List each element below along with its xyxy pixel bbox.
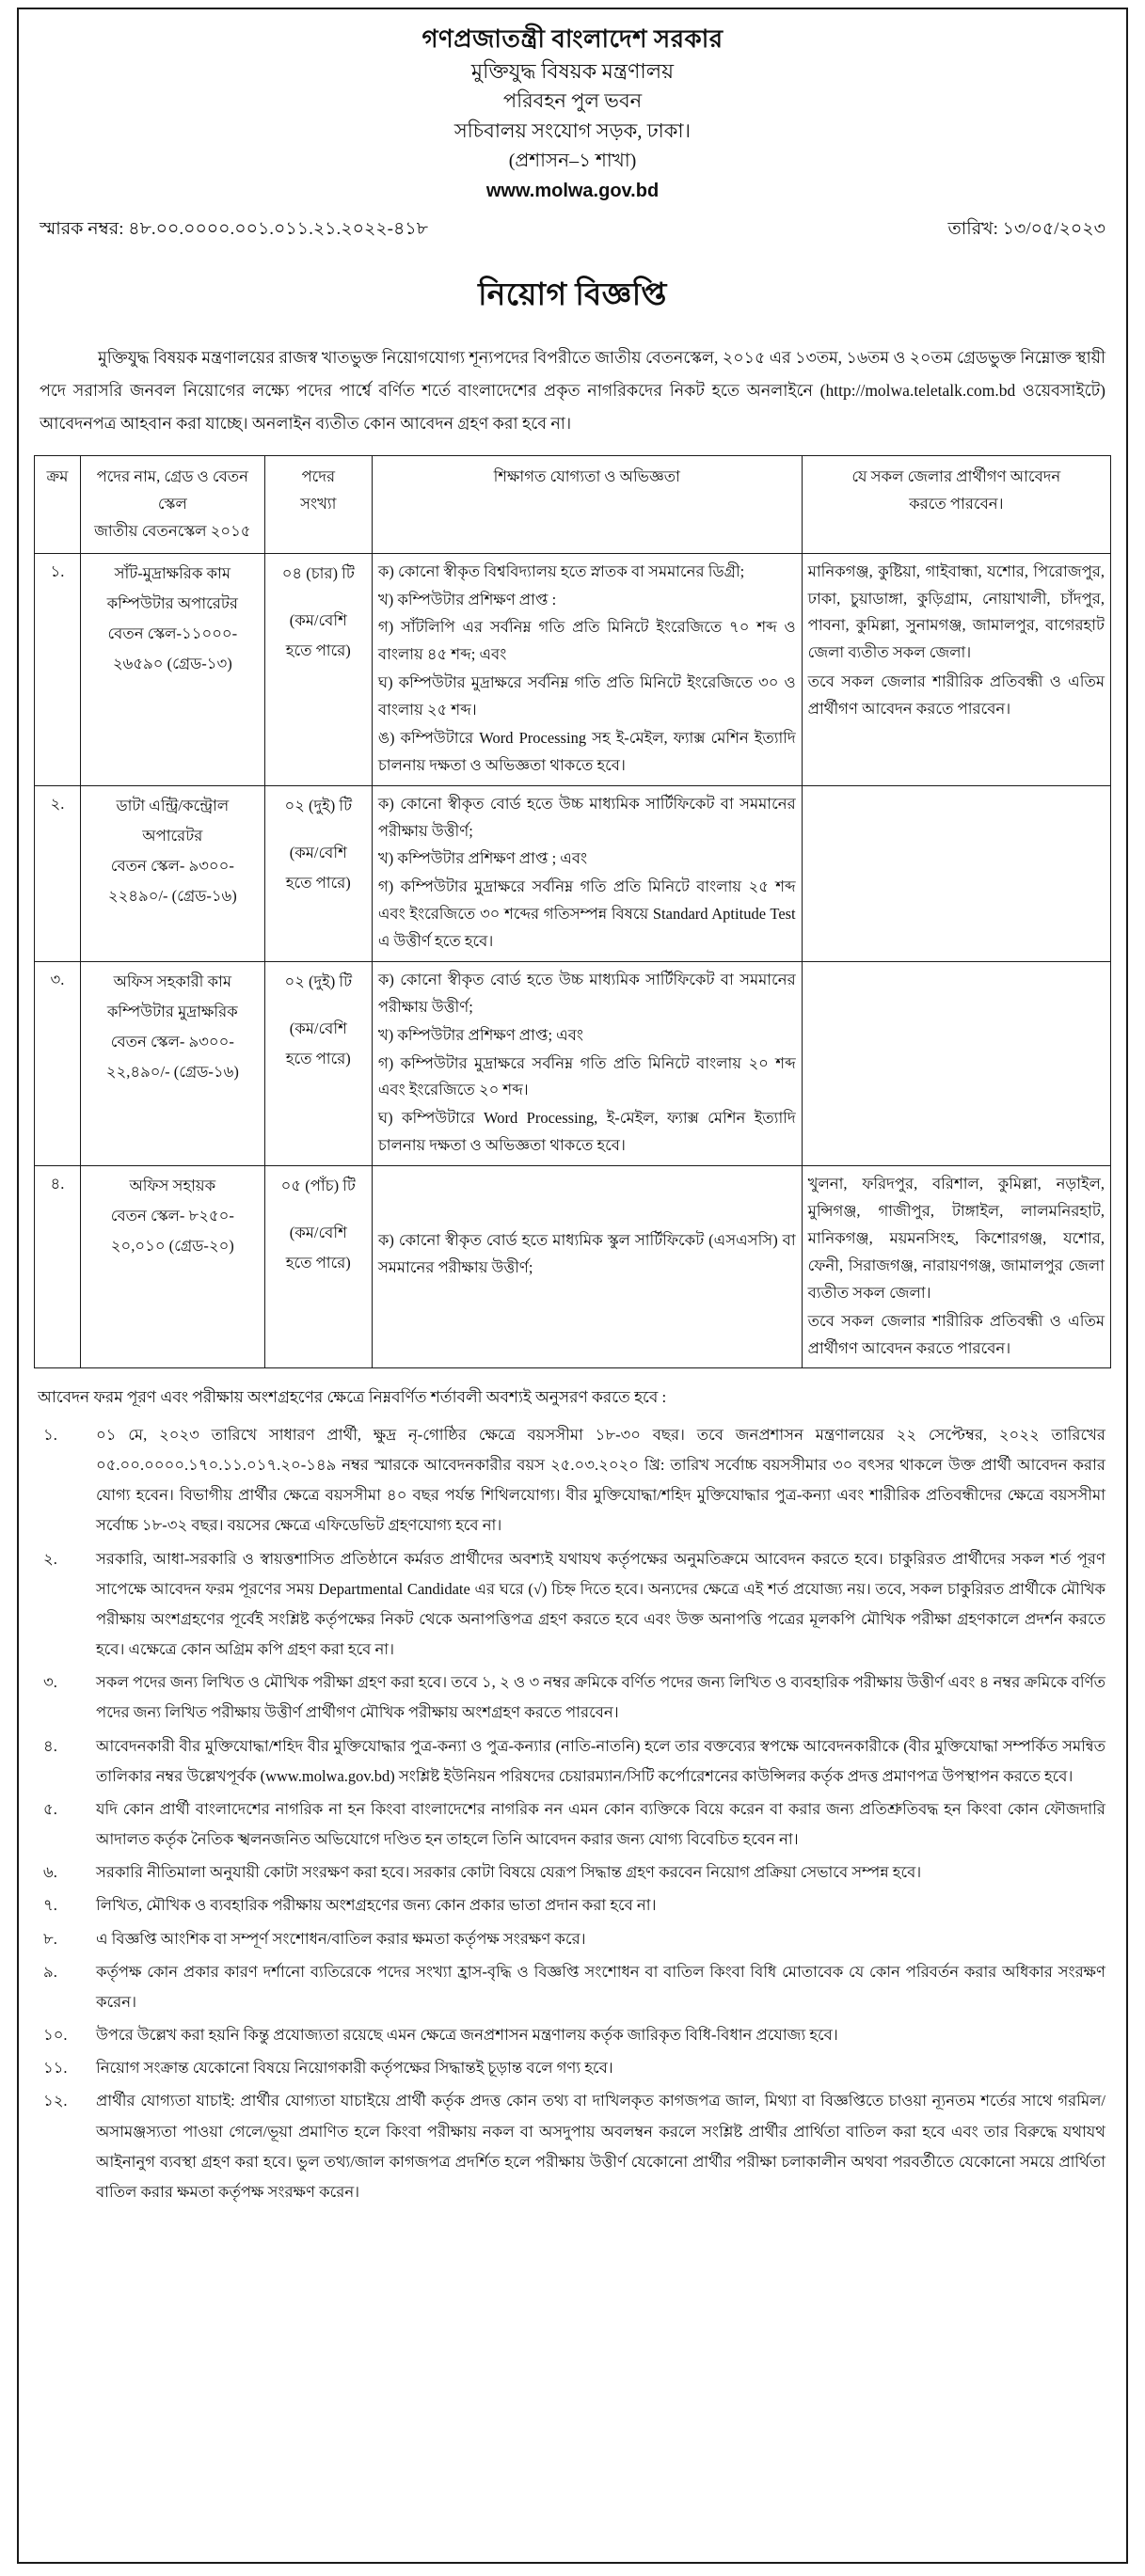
table-header-row [35,456,1111,554]
qualification-item: গ) কম্পিউটার মুদ্রাক্ষরে সর্বনিম্ন গতি প্রতি মিনিটে বাংলায় ২৫ শব্দ এবং ইংরেজিতে ৩০ শব্দের গতিসম্পন্ন বিষয়ে Standard Aptitude Test এ উত্তীর্ণ হতে হবে। [377,877,796,951]
condition-text: যদি কোন প্রার্থী বাংলাদেশের নাগরিক না হন কিংবা বাংলাদেশের নাগরিক নন এমন কোন ব্যক্তিকে বিয়ে করেন বা করার জন্য প্রতিশ্রুতিবদ্ধ হন কিংবা কোন ফৌজদারি আদালত কর্তৃক নৈতিক স্খলনজনিত অভিযোগে দণ্ডিত হন তাহলে তিনি আবেদন করার জন্য যোগ্য বিবেচিত হবেন না। [96,1799,1105,1849]
districts-note: তবে সকল জেলার শারীরিক প্রতিবন্ধী ও এতিম প্রার্থীগণ আবেদন করতে পারবেন। [807,1312,1105,1358]
qualification-item: ক) কোনো স্বীকৃত বোর্ড হতে উচ্চ মাধ্যমিক সার্টিফিকেট বা সমমানের পরীক্ষায় উত্তীর্ণ; [377,794,796,840]
address-line: সচিবালয় সংযোগ সড়ক, ঢাকা। [453,119,692,142]
condition-number: ৮. [43,1929,57,1948]
row-serial: ২. [35,785,81,961]
condition-text: সরকারি, আধা-সরকারি ও স্বায়ত্তশাসিত প্রতিষ্ঠানে কর্মরত প্রার্থীদের অবশ্যই যথাযথ কর্তৃপক্ষের অনুমতিক্রমে আবেদন করতে হবে। চাকুরিরত প্রার্থীদের সকল শর্ত পূরণ সাপেক্ষে আবেদন ফরম পূরণের সময় Departmental Candidate এর ঘরে (√) চিহ্ন দিতে হবে। অন্যদের ক্ষেত্রে এই শর্ত প্রযোজ্য নয়। তবে, সকল চাকুরিরত প্রার্থীকে মৌখিক পরীক্ষায় অংশগ্রহণের পূর্বেই সংশ্লিষ্ট কর্তৃপক্ষের নিকট থেকে অনাপত্তিপত্র গ্রহণ করতে হবে এবং উক্ত অনাপত্তি পত্রের মূলকপি মৌখিক পরীক্ষা গ্রহণকালে প্রদর্শন করতে হবে। এক্ষেত্রে কোন অগ্রিম কপি গ্রহণ করা হবে না। [96,1549,1105,1659]
table-row [35,1166,1111,1368]
row-serial: ১. [35,553,81,785]
table-row [35,785,1111,961]
post-pay-line1: বেতন স্কেল- ৮২৫০- [110,1207,234,1225]
header-post-line1: পদের নাম, গ্রেড ও বেতন [96,467,249,486]
condition-item [34,1544,1105,1666]
row-post-count [264,785,372,961]
header-districts-line2: করতে পারবেন। [909,494,1004,513]
header-post-line2: স্কেল [157,494,187,513]
condition-item [34,1890,1105,1920]
document-header [34,23,1111,206]
condition-number: ৪. [43,1736,57,1755]
header-count-line1: পদের [301,467,336,486]
districts-list: মানিকগঞ্জ, কুষ্টিয়া, গাইবান্ধা, যশোর, পিরোজপুর, ঢাকা, চুয়াডাঙ্গা, কুড়িগ্রাম, নোয়াখালী, চাঁদপুর, পাবনা, কুমিল্লা, সুনামগঞ্জ, জামালপুর, বাগেরহাট জেলা ব্যতীত সকল জেলা। [807,561,1105,662]
website-link[interactable]: www.molwa.gov.bd [485,181,660,202]
count-value: ০৪ (চার) টি [281,563,355,582]
qualification-item: ক) কোনো স্বীকৃত বোর্ড হতে মাধ্যমিক স্কুল সার্টিফিকেট (এসএসসি) বা সমমানের পরীক্ষায় উত্তীর্ণ; [377,1231,796,1276]
government-name: গণপ্রজাতন্ত্রী বাংলাদেশ সরকার [421,25,724,53]
districts-list: খুলনা, ফরিদপুর, বরিশাল, কুমিল্লা, নড়াইল, মুন্সিগঞ্জ, গাজীপুর, টাঙ্গাইল, লালমনিরহাট, মানিকগঞ্জ, ময়মনসিংহ, কিশোরগঞ্জ, যশোর, ফেনী, সিরাজগঞ্জ, নারায়ণগঞ্জ, জামালপুর জেলা ব্যতীত সকল জেলা। [807,1175,1105,1302]
row-districts [802,553,1110,785]
job-positions-table [34,455,1111,1368]
row-qualifications [372,553,802,785]
count-note-line2: হতে পারে) [285,874,351,893]
row-serial: ৪. [35,1166,81,1368]
post-pay-line1: বেতন স্কেল- ৯৩০০- [110,857,234,876]
condition-item [34,2053,1105,2083]
row-post-name [80,785,264,961]
post-pay-line2: ২০,০১০ (গ্রেড-২০) [110,1237,234,1256]
memo-number: স্মারক নম্বর: ৪৮.০০.০০০০.০০১.০১১.২১.২০২২-৪১৮ [40,219,428,240]
condition-text: কর্তৃপক্ষ কোন প্রকার কারণ দর্শানো ব্যতিরেকে পদের সংখ্যা হ্রাস-বৃদ্ধি ও বিজ্ঞপ্তি সংশোধন বা বাতিল কিংবা বিধি মোতাবেক যে কোন পরিবর্তন করার অধিকার সংরক্ষণ করেন। [96,1962,1105,2011]
page-title: নিয়োগ বিজ্ঞপ্তি [478,278,667,313]
header-serial: ক্রম [35,456,81,554]
memo-date: তারিখ: ১৩/০৫/২০২৩ [947,219,1105,240]
post-title-line1: সাঁট-মুদ্রাক্ষরিক কাম [114,563,231,582]
condition-number: ৬. [43,1863,57,1882]
row-post-name [80,961,264,1165]
row-districts [802,785,1110,961]
row-districts [802,961,1110,1165]
post-title-line1: অফিস সহায়ক [129,1177,216,1195]
qualification-item: ক) কোনো স্বীকৃত বোর্ড হতে উচ্চ মাধ্যমিক সার্টিফিকেট বা সমমানের পরীক্ষায় উত্তীর্ণ; [377,970,796,1016]
condition-item [34,2086,1105,2207]
qualification-item: খ) কম্পিউটার প্রশিক্ষণ প্রাপ্ত; এবং [377,1025,584,1044]
count-value: ০৫ (পাঁচ) টি [280,1177,356,1195]
qualification-item: খ) কম্পিউটার প্রশিক্ষণ প্রাপ্ত : [377,590,557,608]
conditions-heading: আবেদন ফরম পূরণ এবং পরীক্ষায় অংশগ্রহণের ক্ষেত্রে নিম্নবর্ণিত শর্তাবলী অবশ্যই অনুসরণ করতে হবে : [38,1388,667,1407]
header-count-line2: সংখ্যা [300,494,337,513]
row-serial: ৩. [35,961,81,1165]
post-title-line2: কম্পিউটার মুদ্রাক্ষরিক [106,1003,238,1021]
qualification-item: গ) সাঁটলিপি এর সর্বনিম্ন গতি প্রতি মিনিটে ইংরেজিতে ৭০ শব্দ ও বাংলায় ৪৫ শব্দ; এবং [377,618,796,664]
condition-text: প্রার্থীর যোগ্যতা যাচাই: প্রার্থীর যোগ্যতা যাচাইয়ে প্রার্থী কর্তৃক প্রদত্ত কোন তথ্য বা দাখিলকৃত কাগজপত্র জাল, মিথ্যা বা বিজ্ঞপ্তিতে চাওয়া ন্যূনতম শর্তের সাথে গরমিল/অসামঞ্জস্যতা পাওয়া গেলে/ভূয়া প্রমাণিত হলে কিংবা পরীক্ষায় নকল বা অসদুপায় অবলম্বন করলে সংশ্লিষ্ট প্রার্থীর প্রার্থিতা বাতিল করা হবে এবং তার বিরুদ্ধে যথাযথ আইনানুগ ব্যবস্থা গ্রহণ করা হবে। ভুল তথ্য/জাল কাগজপত্র প্রদর্শিত হলে পরীক্ষায় উত্তীর্ণ যেকোনো প্রার্থীর পরীক্ষা চলাকালীন অথবা পরবর্তীতে যেকোনো সময়ে প্রার্থিতা বাতিল করার ক্ষমতা কর্তৃপক্ষ সংরক্ষণ করেন। [96,2092,1105,2201]
post-pay-line1: বেতন স্কেল- ৯৩০০- [110,1033,234,1051]
condition-item [34,1957,1105,2017]
post-pay-line1: বেতন স্কেল-১১০০০- [107,624,238,643]
header-post-name [80,456,264,554]
condition-text: উপরে উল্লেখ করা হয়নি কিন্তু প্রযোজ্যতা রয়েছে এমন ক্ষেত্রে জনপ্রশাসন মন্ত্রণালয় কর্তৃক জারিকৃত বিধি-বিধান প্রযোজ্য হবে। [96,2026,838,2045]
row-post-count [264,553,372,785]
districts-note: তবে সকল জেলার শারীরিক প্রতিবন্ধী ও এতিম প্রার্থীগণ আবেদন করতে পারবেন। [807,672,1105,719]
condition-number: ৯. [43,1962,57,1981]
condition-item [34,1667,1105,1728]
qualification-item: গ) কম্পিউটার মুদ্রাক্ষরে সর্বনিম্ন গতি প্রতি মিনিটে বাংলায় ২০ শব্দ এবং ইংরেজিতে ২০ শব্দ। [377,1053,796,1099]
count-note-line2: হতে পারে) [285,641,351,660]
intro-paragraph: মুক্তিযুদ্ধ বিষয়ক মন্ত্রণালয়ের রাজস্ব খাতভুক্ত নিয়োগযোগ্য শূন্যপদের বিপরীতে জাতীয় বেতনস্কেল, ২০১৫ এর ১৩তম, ১৬তম ও ২০তম গ্রেডভুক্ত নিম্নোক্ত স্থায়ী পদে সরাসরি জনবল নিয়োগের লক্ষ্যে পদের পার্শ্বে বর্ণিত শর্তে বাংলাদেশের প্রকৃত নাগরিকদের নিকট হতে অনলাইনে (http://molwa.teletalk.com.bd ওয়েবসাইটে) আবেদনপত্র আহবান করা যাচ্ছে। অনলাইন ব্যতীত কোন আবেদন গ্রহণ করা হবে না। [40,348,1105,434]
building-name: পরিবহন পুল ভবন [502,89,643,113]
row-qualifications [372,785,802,961]
row-post-name [80,1166,264,1368]
condition-text: লিখিত, মৌখিক ও ব্যবহারিক পরীক্ষায় অংশগ্রহণের জন্য কোন প্রকার ভাতা প্রদান করা হবে না। [96,1896,657,1915]
condition-number: ১১. [43,2059,68,2078]
condition-item [34,1420,1105,1541]
qualification-item: ঙ) কম্পিউটারে Word Processing সহ ই-মেইল, ফ্যাক্স মেশিন ইত্যাদি চালনায় দক্ষতা ও অভিজ্ঞতা থাকতে হবে। [377,728,796,774]
condition-text: এ বিজ্ঞপ্তি আংশিক বা সম্পূর্ণ সংশোধন/বাতিল করার ক্ষমতা কর্তৃপক্ষ সংরক্ষণ করে। [96,1929,586,1948]
header-districts-line1: যে সকল জেলার প্রার্থীগণ আবেদন [851,467,1061,486]
condition-number: ১০. [43,2026,68,2045]
count-value: ০২ (দুই) টি [284,972,353,990]
branch-name: (প্রশাসন–১ শাখা) [508,150,637,172]
condition-number: ২. [43,1549,57,1568]
table-row [35,553,1111,785]
post-title-line1: অফিস সহকারী কাম [113,972,232,990]
condition-item [34,1794,1105,1855]
post-title-line1: ডাটা এন্ট্রি/কন্ট্রোল [116,796,230,814]
condition-number: ১. [43,1425,57,1444]
post-title-line2: অপারেটর [142,826,203,845]
condition-number: ৩. [43,1673,57,1692]
post-pay-line2: ২২৪৯০/- (গ্রেড-১৬) [107,887,237,906]
qualification-item: ঘ) কম্পিউটার মুদ্রাক্ষরে সর্বনিম্ন গতি প্রতি মিনিটে ইংরেজিতে ৩০ ও বাংলায় ২৫ শব্দ। [377,673,796,719]
count-note-line2: হতে পারে) [285,1050,351,1068]
condition-item [34,1731,1105,1792]
qualification-item: ক) কোনো স্বীকৃত বিশ্ববিদ্যালয় হতে স্নাতক বা সমমানের ডিগ্রী; [377,561,745,580]
row-post-name [80,553,264,785]
header-post-line3: জাতীয় বেতনস্কেল ২০১৫ [94,521,251,540]
table-row [35,961,1111,1165]
condition-text: ০১ মে, ২০২৩ তারিখে সাধারণ প্রার্থী, ক্ষুদ্র নৃ-গোষ্ঠির ক্ষেত্রে বয়সসীমা ১৮-৩০ বছর। তবে জনপ্রশাসন মন্ত্রণালয়ের ২২ সেপ্টেম্বর, ২০২২ তারিখের ০৫.০০.০০০০.১৭০.১১.০১৭.২০-১৪৯ নম্বর স্মারকে আবেদনকারীর বয়স ২৫.০৩.২০২০ খ্রি: তারিখ সর্বোচ্চ বয়সসীমার ৩০ বৎসর থাকলে উক্ত প্রার্থী আবেদন করার যোগ্য হবেন। বিভাগীয় প্রার্থীর ক্ষেত্রে বয়সসীমা ৪০ বছর পর্যন্ত শিথিলযোগ্য। বীর মুক্তিযোদ্ধা/শহিদ মুক্তিযোদ্ধার পুত্র-কন্যা এবং শারীরিক প্রতিবন্ধীদের ক্ষেত্রে বয়সসীমা সর্বোচ্চ ১৮-৩২ বছর। বয়সের ক্ষেত্রে এফিডেভিট গ্রহণযোগ্য হবে না। [96,1425,1105,1535]
count-note-line1: (কম/বেশি [289,1224,347,1242]
condition-item [34,1857,1105,1888]
memo-row [34,215,1111,245]
count-value: ০২ (দুই) টি [284,796,353,814]
row-qualifications [372,1166,802,1368]
count-note-line1: (কম/বেশি [289,610,347,629]
post-pay-line2: ২৬৫৯০ (গ্রেড-১৩) [112,655,232,673]
header-post-count [264,456,372,554]
document-page [17,8,1128,2564]
post-title-line2: কম্পিউটার অপারেটর [106,593,238,612]
ministry-name: মুক্তিযুদ্ধ বিষয়ক মন্ত্রণালয় [470,59,675,84]
post-pay-line2: ২২,৪৯০/- (গ্রেড-১৬) [105,1063,239,1082]
condition-text: নিয়োগ সংক্রান্ত যেকোনো বিষয়ে নিয়োগকারী কর্তৃপক্ষের সিদ্ধান্তই চূড়ান্ত বলে গণ্য হবে। [96,2059,613,2078]
condition-item [34,1924,1105,1954]
count-note-line1: (কম/বেশি [289,1019,347,1038]
condition-text: সরকারি নীতিমালা অনুযায়ী কোটা সংরক্ষণ করা হবে। সরকার কোটা বিষয়ে যেরূপ সিদ্ধান্ত গ্রহণ করবেন নিয়োগ প্রক্রিয়া সেভাবে সম্পন্ন হবে। [96,1863,922,1882]
condition-number: ৭. [43,1896,57,1915]
condition-text: আবেদনকারী বীর মুক্তিযোদ্ধা/শহিদ বীর মুক্তিযোদ্ধার পুত্র-কন্যা ও পুত্র-কন্যার (নাতি-নাতনি) হলে তার বক্তব্যের স্বপক্ষে আবেদনকারীকে (বীর মুক্তিযোদ্ধা সম্পর্কিত সমন্বিত তালিকার নম্বর উল্লেখপূর্বক (www.molwa.gov.bd) সংশ্লিষ্ট ইউনিয়ন পরিষদের চেয়ারম্যান/সিটি কর্পোরেশনের কাউন্সিলর কর্তৃক প্রদত্ত প্রমাণপত্র উপস্থাপন করতে হবে। [96,1736,1105,1785]
row-districts [802,1166,1110,1368]
row-qualifications [372,961,802,1165]
row-post-count [264,961,372,1165]
count-note-line1: (কম/বেশি [289,843,347,861]
condition-number: ৫. [43,1799,57,1818]
condition-number: ১২. [43,2092,68,2110]
conditions-list [34,1420,1111,2207]
condition-text: সকল পদের জন্য লিখিত ও মৌখিক পরীক্ষা গ্রহণ করা হবে। তবে ১, ২ ও ৩ নম্বর ক্রমিকে বর্ণিত পদের জন্য লিখিত ও ব্যবহারিক পরীক্ষায় উত্তীর্ণ এবং ৪ নম্বর ক্রমিকে বর্ণিত পদের জন্য লিখিত পরীক্ষায় উত্তীর্ণ প্রার্থীগণ মৌখিক পরীক্ষায় অংশগ্রহণ করতে পারবেন। [96,1673,1105,1722]
row-post-count [264,1166,372,1368]
condition-item [34,2020,1105,2050]
header-districts [802,456,1110,554]
qualification-item: খ) কম্পিউটার প্রশিক্ষণ প্রাপ্ত ; এবং [377,849,588,868]
qualification-item: ঘ) কম্পিউটারে Word Processing, ই-মেইল, ফ্যাক্স মেশিন ইত্যাদি চালনায় দক্ষতা ও অভিজ্ঞতা থাকতে হবে। [377,1109,796,1155]
count-note-line2: হতে পারে) [285,1254,351,1272]
header-qualification: শিক্ষাগত যোগ্যতা ও অভিজ্ঞতা [372,456,802,554]
